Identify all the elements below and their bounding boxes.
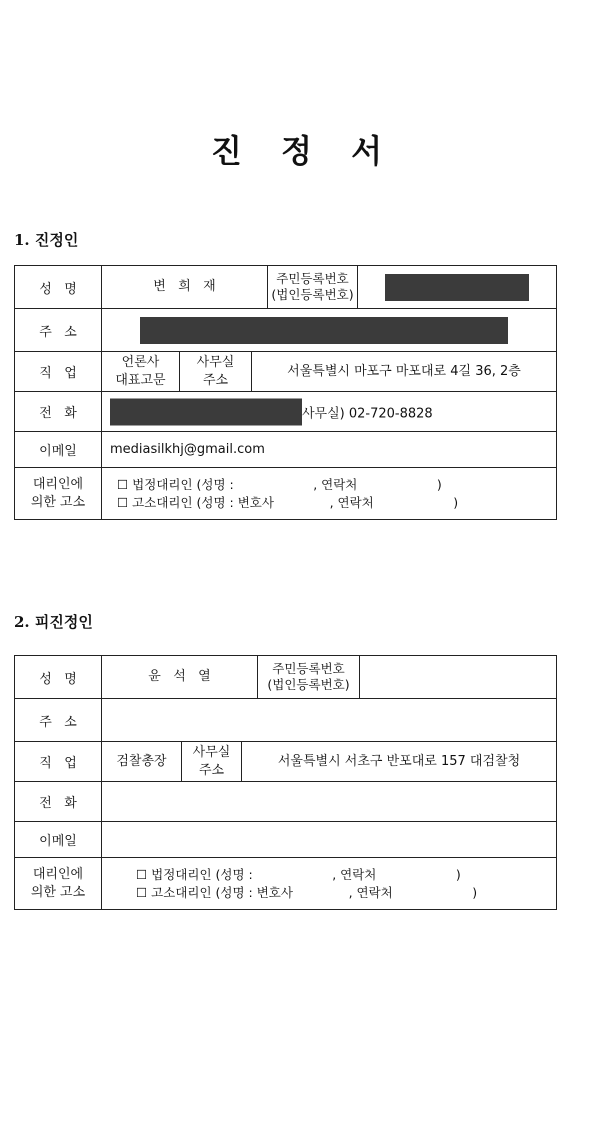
agent-options [102, 468, 557, 520]
name-value: 윤 석 열 [102, 656, 258, 699]
job-value-line1: 언론사 [121, 354, 160, 370]
reg-label-line2: (법인등록번호) [267, 677, 350, 692]
complainant-table [14, 265, 557, 520]
reg-label-line1: 주민등록번호 [272, 661, 345, 676]
job-label: 직 업 [15, 742, 102, 782]
address-label: 주 소 [15, 699, 102, 742]
redaction-block [110, 398, 302, 425]
legal-agent-option[interactable]: ☐ 법정대리인 (성명 : , 연락처 ) [136, 866, 461, 882]
office-label-line1: 사무실 [196, 354, 235, 370]
email-label: 이메일 [15, 432, 102, 468]
email-row [15, 432, 557, 468]
job-label: 직 업 [15, 352, 102, 392]
office-label-line2: 주소 [202, 372, 229, 388]
reg-number-label [258, 656, 360, 699]
phone-value [102, 782, 557, 822]
phone-row [15, 392, 557, 432]
phone-value-cell [102, 392, 557, 432]
address-value [102, 309, 557, 352]
address-label: 주 소 [15, 309, 102, 352]
reg-number-value [358, 266, 557, 309]
reg-label-line1: 주민등록번호 [276, 271, 349, 286]
email-value: mediasilkhj@gmail.com [102, 432, 557, 468]
address-row [15, 309, 557, 352]
phone-value: 사무실) 02-720-8828 [302, 406, 433, 421]
name-row [15, 656, 557, 699]
job-value [102, 352, 180, 392]
phone-row [15, 782, 557, 822]
office-label-line2: 주소 [198, 762, 225, 778]
redaction-block [140, 317, 508, 344]
phone-label: 전 화 [15, 782, 102, 822]
agent-options [102, 858, 557, 910]
phone-label: 전 화 [15, 392, 102, 432]
office-label [182, 742, 242, 782]
document-title: 진 정 서 [210, 132, 397, 170]
agent-label-line1: 대리인에 [32, 866, 84, 882]
email-label: 이메일 [15, 822, 102, 858]
name-row [15, 266, 557, 309]
complaint-agent-option[interactable]: ☐ 고소대리인 (성명 : 변호사 , 연락처 ) [136, 884, 478, 900]
agent-row [15, 858, 557, 910]
agent-label-line2: 의한 고소 [30, 884, 86, 900]
address-row [15, 699, 557, 742]
office-address: 서울특별시 서초구 반포대로 157 대검찰청 [242, 742, 557, 782]
agent-label-line2: 의한 고소 [30, 494, 86, 510]
agent-label [15, 468, 102, 520]
legal-agent-option[interactable]: ☐ 법정대리인 (성명 : , 연락처 ) [117, 476, 442, 492]
address-value [102, 699, 557, 742]
respondent-table [14, 655, 557, 910]
job-row [15, 742, 557, 782]
email-value [102, 822, 557, 858]
name-label: 성 명 [15, 266, 102, 309]
name-value: 변 희 재 [102, 266, 268, 309]
job-value-line2: 대표고문 [115, 372, 166, 388]
office-label [180, 352, 252, 392]
office-label-line1: 사무실 [192, 744, 231, 760]
section2-heading: 2. 피진정인 [14, 613, 93, 631]
complaint-agent-option[interactable]: ☐ 고소대리인 (성명 : 변호사 , 연락처 ) [117, 494, 459, 510]
agent-label-line1: 대리인에 [32, 476, 84, 492]
reg-label-line2: (법인등록번호) [271, 287, 354, 302]
name-label: 성 명 [15, 656, 102, 699]
job-row [15, 352, 557, 392]
reg-number-label [268, 266, 358, 309]
agent-row [15, 468, 557, 520]
reg-number-value [360, 656, 557, 699]
section1-heading: 1. 진정인 [14, 231, 79, 249]
job-value: 검찰총장 [102, 742, 182, 782]
redaction-block [385, 274, 529, 301]
office-address: 서울특별시 마포구 마포대로 4길 36, 2층 [252, 352, 557, 392]
agent-label [15, 858, 102, 910]
email-row [15, 822, 557, 858]
